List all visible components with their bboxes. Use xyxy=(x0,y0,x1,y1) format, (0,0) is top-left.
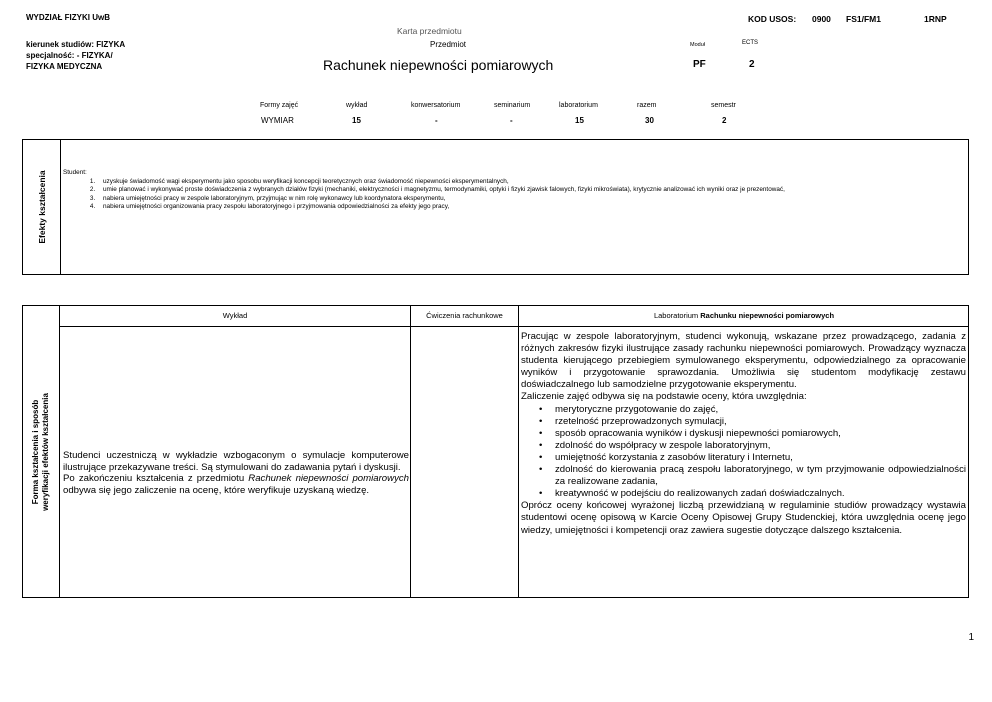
laboratorium-cell-text xyxy=(521,331,966,537)
table-divider xyxy=(59,326,968,327)
list-item: • umiejętność korzystania z zasobów literatury i Internetu, xyxy=(555,452,966,464)
field-of-study: kierunek studiów: FIZYKA xyxy=(26,40,126,49)
list-item: 3. nabiera umiejętności pracy w zespole laboratoryjnym, przyjmując w nim rolę wykonawcy lub koordynatora eksperymentu, xyxy=(97,195,962,204)
specialization-line2: FIZYKA MEDYCZNA xyxy=(26,62,103,71)
faculty-name: WYDZIAŁ FIZYKI UwB xyxy=(26,13,110,22)
hours-header-seminarium: seminarium xyxy=(494,102,531,109)
column-header-laboratorium xyxy=(519,306,969,326)
table-divider xyxy=(518,306,519,597)
learning-outcomes-list xyxy=(63,178,962,212)
learning-outcomes-content xyxy=(63,169,962,212)
usos-code: FS1/FM1 xyxy=(846,14,881,24)
karta-label: Karta przedmiotu xyxy=(397,26,462,36)
course-name-italic: Rachunek niepewności pomiarowych xyxy=(248,473,409,485)
hours-header-razem: razem xyxy=(637,102,657,109)
przedmiot-label: Przedmiot xyxy=(430,40,467,49)
ects-label: ECTS xyxy=(742,40,759,46)
lab-paragraph-1: Pracując w zespole laboratoryjnym, studenci wykonują, wskazane przez prowadzącego, zadania z różnych zakresów fizyki ilustrujące zasady rachunku niepewności pomiarowych. Prowadzący wyznacza studenta kierującego przebiegiem symulowanego eksperymentu, odpowiedzialnego za opracowanie wyników i przygotowanie sprawozdania. Umożliwia się studentom modyfikację zestawu doświadczalnego lub samodzielne przygotowanie eksperymentu. xyxy=(521,331,966,391)
wyklad-paragraph-2 xyxy=(63,473,409,496)
learning-outcomes-box xyxy=(22,139,969,275)
modul-value: PF xyxy=(693,59,706,70)
course-title: Rachunek niepewności pomiarowych xyxy=(323,57,554,73)
usos-num: 0900 xyxy=(812,14,831,24)
column-header-wyklad: Wykład xyxy=(222,311,248,320)
hours-laboratorium-value: 15 xyxy=(575,116,584,125)
wyklad-cell-text xyxy=(63,450,409,496)
column-header-cwiczenia: Ćwiczenia rachunkowe xyxy=(426,311,503,320)
list-item: • rzetelność przeprowadzonych symulacji, xyxy=(555,416,966,428)
usos-label: KOD USOS: xyxy=(748,14,797,24)
hours-seminarium-value: - xyxy=(510,116,513,125)
lab-paragraph-2: Zaliczenie zajęć odbywa się na podstawie oceny, która uwzględnia: xyxy=(521,391,807,403)
table-divider xyxy=(410,306,411,597)
table-divider xyxy=(59,306,60,597)
list-item: • kreatywność w podejściu do realizowanych zadań doświadczalnych. xyxy=(555,488,966,500)
side-label-line2: weryfikacji efektów kształcenia xyxy=(41,392,50,511)
hours-header-laboratorium: laboratorium xyxy=(559,102,598,109)
hours-konwersatorium-value: - xyxy=(435,116,438,125)
hours-semestr-value: 2 xyxy=(722,116,727,125)
hours-header-semestr: semestr xyxy=(711,102,736,109)
page-number: 1 xyxy=(968,632,974,643)
modul-label: Moduł xyxy=(690,42,705,48)
lab-criteria-list xyxy=(521,404,966,501)
teaching-methods-table xyxy=(22,305,969,598)
hours-header-wyklad: wykład xyxy=(346,102,368,109)
hours-razem-value: 30 xyxy=(645,116,654,125)
wyklad-paragraph-1: Studenci uczestniczą w wykładzie wzbogaconym o symulacje komputerowe ilustrujące przekazywane treści. Są stymulowani do zadawania pytań i dyskusji. xyxy=(63,450,409,473)
column-header-lab-bold: Rachunku niepewności pomiarowych xyxy=(700,311,835,320)
wyklad-p2-text-a: Po zakończeniu kształcenia z przedmiotu xyxy=(63,473,249,485)
specialization-line1: specjalność: - FIZYKA/ xyxy=(26,51,113,60)
teaching-methods-side-cell xyxy=(23,306,59,597)
column-header-lab-prefix: Laboratorium xyxy=(653,311,701,320)
hours-wyklad-value: 15 xyxy=(352,116,361,125)
hours-row-label: WYMIAR xyxy=(261,116,294,125)
wyklad-p2-text-b: odbywa się jego zaliczenie na ocenę, które weryfikuje uzyskaną wiedzę. xyxy=(63,484,370,496)
teaching-methods-side-label xyxy=(31,393,51,511)
ects-value: 2 xyxy=(749,59,755,70)
usos-year: 1RNP xyxy=(924,14,947,24)
list-item: 2. umie planować i wykonywać proste doświadczenia z wybranych działów fizyki (mechaniki, elektryczności i magnetyzmu, termodynamiki, optyki i fizyki zjawisk falowych, fizyki mikroświata), krytycznie analizować ich wyniki oraz je prezentować, xyxy=(97,186,962,195)
list-item: 4. nabiera umiejętności organizowania pracy zespołu laboratoryjnego i przyjmowania odpowiedzialności za efekty jego pracy, xyxy=(97,203,962,212)
list-item: • zdolność do kierowania pracą zespołu laboratoryjnego, w tym przyjmowanie odpowiedzialności za realizowane zadania, xyxy=(555,464,966,488)
list-item: • sposób opracowania wyników i dyskusji niepewności pomiarowych, xyxy=(555,428,966,440)
list-item: • zdolność do współpracy w zespole laboratoryjnym, xyxy=(555,440,966,452)
learning-outcomes-side-cell xyxy=(23,140,61,274)
list-item: • merytoryczne przygotowanie do zajęć, xyxy=(555,404,966,416)
learning-outcomes-side-label: Efekty kształcenia xyxy=(36,170,47,244)
list-item: 1. uzyskuje świadomość wagi eksperymentu jako sposobu weryfikacji koncepcji teoretycznych oraz świadomość niepewności eksperymentalnych, xyxy=(97,178,962,187)
lab-paragraph-3: Oprócz oceny końcowej wyrażonej liczbą przewidzianą w regulaminie studiów prowadzący wystawia studentowi ocenę opisową w Karcie Oceny Opisowej Grupy Studenckiej, która uwzględnia ocenę jego wiedzy, umiejętności i kompetencji oraz zawiera sugestie dotyczące dalszego kształcenia. xyxy=(521,500,966,536)
hours-header-konwersatorium: konwersatorium xyxy=(411,102,461,109)
learning-outcomes-intro: Student: xyxy=(63,169,87,176)
side-label-line1: Forma kształcenia i sposób xyxy=(31,399,40,504)
hours-header-forms: Formy zajęć xyxy=(260,102,299,109)
